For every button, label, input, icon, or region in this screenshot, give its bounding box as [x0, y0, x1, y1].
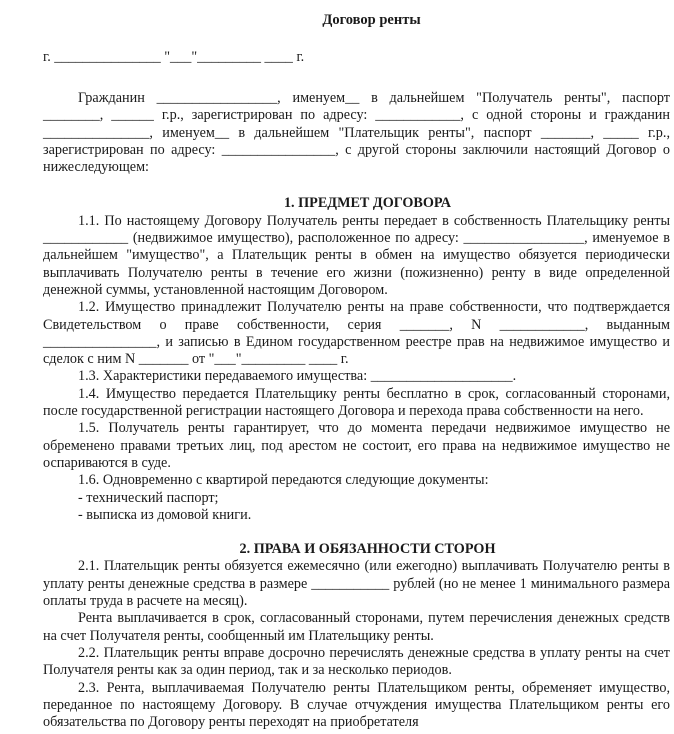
document-page: [43, 0, 670, 731]
section-heading: 1. ПРЕДМЕТ ДОГОВОРА: [283, 195, 452, 212]
clause-2-1: 2.1. Плательщик ренты обязуется ежемесячно (или ежегодно) выплачивать Получателю ренты в уплату ренты денежные средства в размере ___________ рублей (но не менее 1 минимального размера оплаты труда в расчете на месяц).: [43, 558, 670, 610]
clause-1-5: 1.5. Получатель ренты гарантирует, что до момента передачи недвижимое имущество не обременено правами третьих лиц, под арестом не состоит, его права на недвижимое имущество не оспариваются в суде.: [43, 420, 670, 471]
clause-1-3: 1.3. Характеристики передаваемого имущества: ____________________.: [78, 368, 517, 385]
clause-1-4: 1.4. Имущество передается Плательщику ренты бесплатно в срок, согласованный сторонами, после государственной регистрации настоящего Договора и перехода права собственности на него.: [43, 385, 670, 420]
section-1: [43, 195, 670, 524]
intro-paragraph: Гражданин _________________, именуем__ в дальнейшем "Получатель ренты", паспорт ________, ______ г.р., зарегистрирован по адресу: ____________, с одной стороны и гражданин _______________, именуем__ в дальнейшем "Плательщик ренты", паспорт _______, _____ г.р., зарегистрирован по адресу: ________________, с другой стороны заключили настоящий Договор о нижеследующем:: [43, 90, 670, 176]
clause-1-1: 1.1. По настоящему Договору Получатель ренты передает в собственность Плательщику ренты ____________ (недвижимое имущество), расположенное по адресу: _________________, именуемое в дальнейшем "имущество", а Плательщик ренты в обмен на имущество обязуется периодически выплачивать Получателю ренты в течение его жизни (пожизненно) ренту в виде определенной денежной суммы, установленной настоящим Договором.: [43, 212, 670, 298]
section-2: [43, 541, 670, 731]
list-item: - технический паспорт;: [78, 489, 219, 506]
clause-2-3: 2.3. Рента, выплачиваемая Получателю ренты Плательщиком ренты, обременяет имущество, переданное по настоящему Договору. В случае отчуждения имущества Плательщиком ренты его обязательства по Договору ренты переходят на приобретателя: [43, 679, 670, 731]
clause-2-1-payment: Рента выплачивается в срок, согласованный сторонами, путем перечисления денежных средств на счет Получателя ренты, сообщенный им Плательщику ренты.: [43, 610, 670, 644]
document-title: Договор ренты: [322, 12, 421, 28]
place-date-line: г. _______________ "___"_________ ____ г.: [43, 49, 305, 65]
clause-1-6: 1.6. Одновременно с квартирой передаются следующие документы:: [78, 472, 489, 489]
clause-1-2: 1.2. Имущество принадлежит Получателю ренты на праве собственности, что подтверждается Свидетельством о праве собственности, серия _______, N ____________, выданным ________________, и записью в Едином государственном реестре прав на недвижимое имущество и сделок с ним N _______ от "___"_________ ____ г.: [43, 299, 670, 368]
list-item: - выписка из домовой книги.: [78, 506, 252, 523]
section-heading: 2. ПРАВА И ОБЯЗАННОСТИ СТОРОН: [239, 541, 496, 558]
clause-2-2: 2.2. Плательщик ренты вправе досрочно перечислять денежные средства в уплату ренты на счет Получателя ренты как за один период, так и за несколько периодов.: [43, 644, 670, 679]
